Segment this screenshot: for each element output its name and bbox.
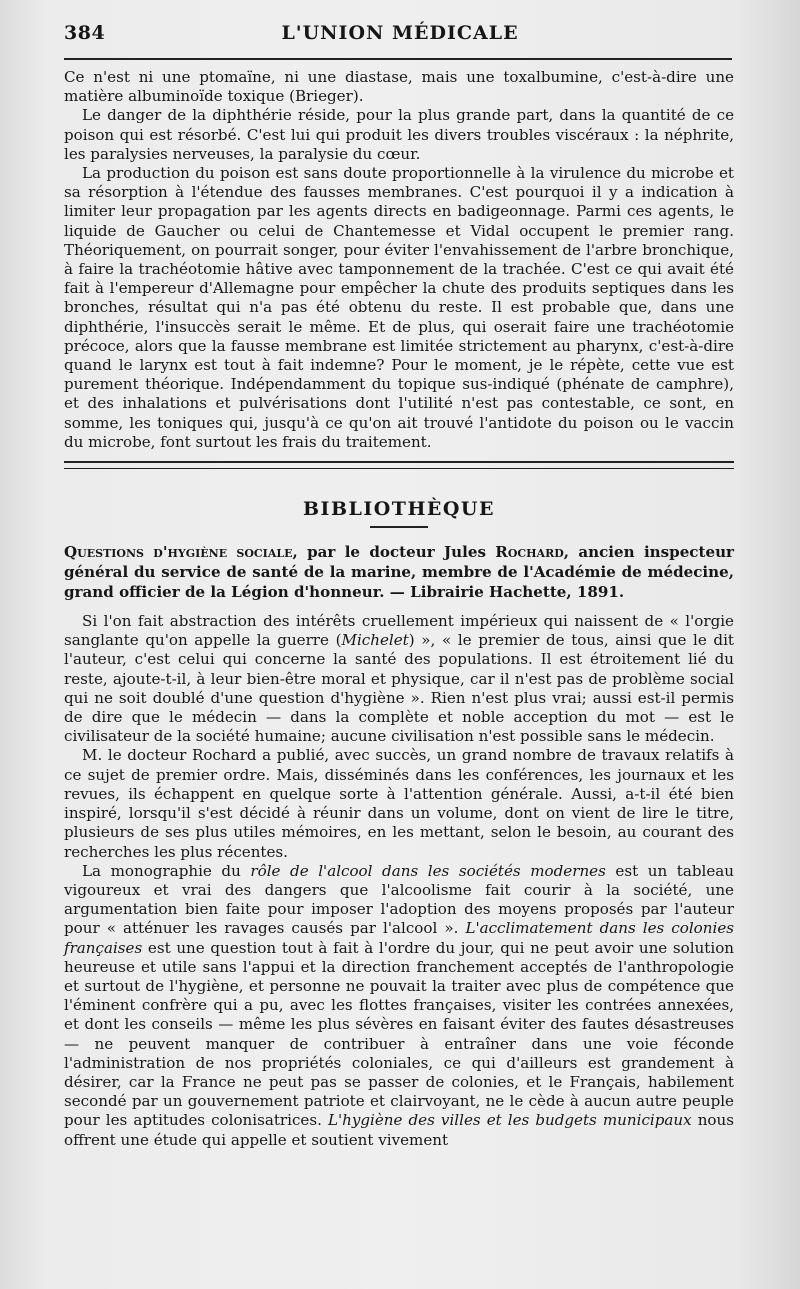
- book-reference: [64, 542, 734, 602]
- book-details: , ancien inspecteur général du service de santé de la marine, membre de l'Académie de médecine, grand officier de la Légion d'honneur. — Librairie Hachette, 1891.: [64, 543, 735, 602]
- page-content: [64, 68, 734, 1150]
- review-paragraph: Si l'on fait abstraction des intérêts cruellement impérieux qui naissent de « l'orgie sanglante qu'on appelle la guerre (Michelet) », « le premier de tous, ainsi que le dit l'auteur, c'est celui qui concerne la santé des populations. Il est étroitement lié du reste, ajoute-t-il, à leur bien-être moral et physique, car il n'est pas de problème social qui ne soit doublé d'une question d'hygiène ». Rien n'est plus vrai; aussi est-il permis de dire que le médecin — dans la complète et noble acception du mot — est le civilisateur de la société humaine; aucune civilisation n'est possible sans le médecin.: [64, 612, 734, 746]
- page-header: [64, 18, 736, 52]
- section-divider: [64, 461, 734, 469]
- italic-title: rôle de l'alcool dans les sociétés modernes: [250, 861, 606, 880]
- book-author-name: Rochard: [495, 543, 564, 562]
- article-paragraph: La production du poison est sans doute proportionnelle à la virulence du microbe et sa résorption à l'étendue des fausses membranes. C'est pourquoi il y a indication à limiter leur propagation par les agents directs en badigeonnage. Parmi ces agents, le liquide de Gaucher ou celui de Chantemesse et Vidal occupent le premier rang. Théoriquement, on pourrait songer, pour éviter l'envahissement de l'arbre bronchique, à faire la trachéotomie hâtive avec tamponnement de la trachée. C'est ce qui avait été fait à l'empereur d'Allemagne pour empêcher la chute des produits septiques dans les bronches, résultat qui n'a pas été obtenu du reste. Il est probable que, dans une diphthérie, l'insuccès serait le même. Et de plus, qui oserait faire une trachéotomie précoce, alors que la fausse membrane est limitée strictement au pharynx, c'est-à-dire quand le larynx est tout à fait indemne? Pour le moment, je le répète, cette vue est purement théorique. Indépendamment du topique sus-indiqué (phénate de camphre), et des inhalations et pulvérisations dont l'utilité n'est pas contestable, ce sont, en somme, les toniques qui, jusqu'à ce qu'on ait trouvé l'antidote du poison ou le vaccin du microbe, font surtout les frais du traitement.: [64, 164, 734, 451]
- review-paragraph: La monographie du rôle de l'alcool dans les sociétés modernes est un tableau vigoureux et vrai des dangers que l'alcoolisme fait courir à la société, une argumentation bien faite pour imposer l'adoption des moyens proposés par l'auteur pour « atténuer les ravages causés par l'alcool ». L'acclimatement dans les colonies françaises est une question tout à fait à l'ordre du jour, qui ne peut avoir une solution heureuse et utile sans l'appui et la direction franchement acceptés de l'anthropologie et surtout de l'hygiène, et personne ne pouvait la traiter avec plus de compétence que l'éminent confrère qui a pu, avec les flottes françaises, visiter les contrées annexées, et dont les conseils — même les plus sévères en faisant éviter des fautes désastreuses — ne peuvent manquer de contribuer à entraîner dans une voie féconde l'administration de nos propriétés coloniales, ce qui d'ailleurs est grandement à désirer, car la France ne peut pas se passer de colonies, et le Français, habilement secondé par un gouvernement patriote et clairvoyant, ne le cède à aucun autre peuple pour les aptitudes colonisatrices. L'hygiène des villes et les budgets municipaux nous offrent une étude qui appelle et soutient vivement: [64, 861, 734, 1149]
- italic-title: L'hygiène des villes et les budgets municipaux: [327, 1111, 692, 1130]
- running-title: L'UNION MÉDICALE: [281, 22, 519, 44]
- review-paragraph: M. le docteur Rochard a publié, avec succès, un grand nombre de travaux relatifs à ce sujet de premier ordre. Mais, disséminés dans les conférences, les journaux et les revues, ils échappent en quelque sorte à l'attention générale. Aussi, a-t-il été bien inspiré, lorsqu'il s'est décidé à réunir dans un volume, dont on vient de lire le titre, plusieurs de ses plus utiles mémoires, en les mettant, selon le besoin, au courant des recherches les plus récentes.: [64, 746, 734, 861]
- page-number: 384: [64, 22, 106, 44]
- article-paragraph: Le danger de la diphthérie réside, pour la plus grande part, dans la quantité de ce poison qui est résorbé. C'est lui qui produit les divers troubles viscéraux : la néphrite, les paralysies nerveuses, la paralysie du cœur.: [64, 106, 734, 163]
- title-underline: [370, 526, 428, 528]
- section-title: BIBLIOTHÈQUE: [303, 498, 495, 521]
- book-title: Questions d'hygiène sociale,: [64, 543, 298, 562]
- book-author-prefix: par le docteur Jules: [297, 543, 496, 562]
- italic-title: L'acclimatement dans les colonies françaises: [64, 919, 734, 957]
- header-rule: [64, 58, 732, 60]
- italic-citation: Michelet: [341, 631, 409, 650]
- article-paragraph: Ce n'est ni une ptomaïne, ni une diastase, mais une toxalbumine, c'est-à-dire une matière albuminoïde toxique (Brieger).: [64, 68, 734, 106]
